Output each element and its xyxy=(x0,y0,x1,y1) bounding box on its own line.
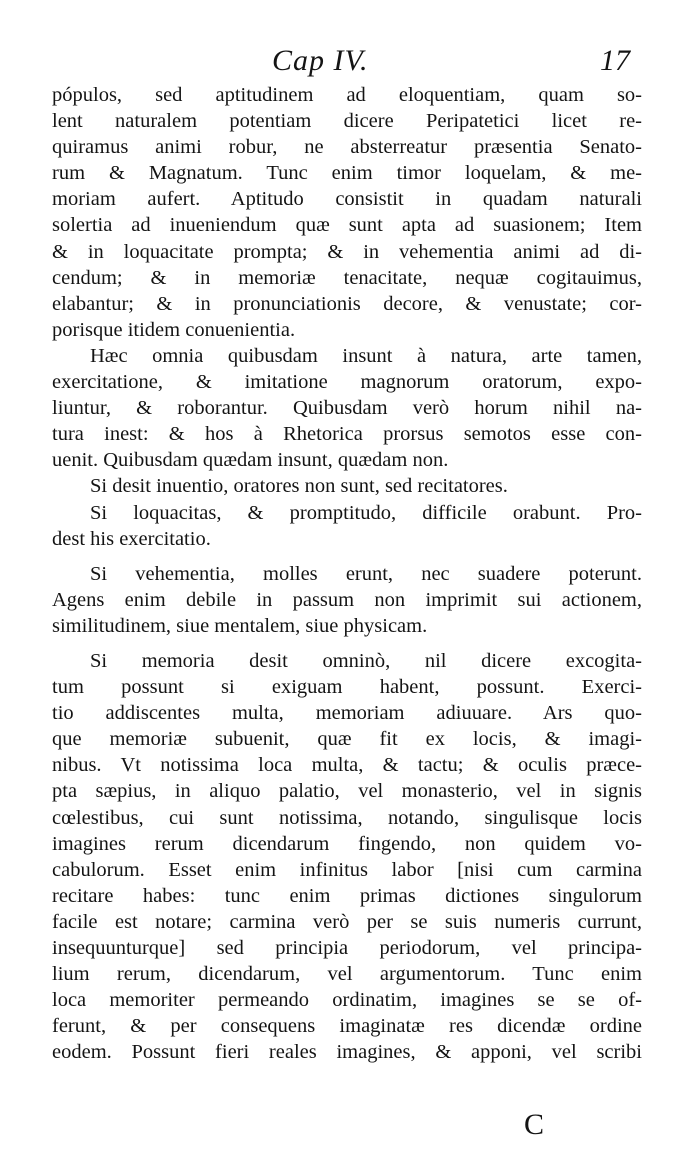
text-line: cœlestibus, cui sunt notissima, notando, singulisque locis xyxy=(52,806,642,829)
text-line: moriam aufert. Aptitudo consistit in quadam naturali xyxy=(52,188,642,211)
text-line: facile est notare; carmina verò per se suis numeris currunt, xyxy=(52,910,642,933)
text-line: ferunt, & per consequens imaginatæ res dicendæ ordine xyxy=(52,1015,642,1038)
text-line: tum possunt si exiguam habent, possunt. Exerci- xyxy=(52,676,642,699)
text-line: exercitatione, & imitatione magnorum oratorum, expo- xyxy=(52,371,642,394)
text-line: Agens enim debile in passum non imprimit sui actionem, xyxy=(52,588,642,611)
text-line: recitare habes: tunc enim primas dictiones singulorum xyxy=(52,884,642,907)
text-line: Hæc omnia quibusdam insunt à natura, arte tamen, xyxy=(90,344,642,367)
text-line: quiramus animi robur, ne absterreatur præsentia Senato- xyxy=(52,136,642,159)
signature-mark: C xyxy=(524,1108,545,1141)
text-line: pópulos, sed aptitudinem ad eloquentiam, quam so- xyxy=(52,84,642,106)
text-line: eodem. Possunt fieri reales imagines, & apponi, vel scribi xyxy=(52,1041,642,1064)
text-line: dest his exercitatio. xyxy=(52,527,211,550)
text-line: porisque itidem conuenientia. xyxy=(52,318,296,341)
text-line: similitudinem, siue mentalem, siue physicam. xyxy=(52,614,428,637)
text-line: Si memoria desit omninò, nil dicere excogita- xyxy=(90,649,642,672)
text-line: Si desit inuentio, oratores non sunt, sed recitatores. xyxy=(90,475,508,498)
text-line: cendum; & in memoriæ tenacitate, nequæ cogitauimus, xyxy=(52,266,642,289)
text-line: loca memoriter permeando ordinatim, imagines se se of- xyxy=(52,989,642,1012)
text-line: Si vehementia, molles erunt, nec suadere poterunt. xyxy=(90,562,642,585)
running-head: Cap IV. xyxy=(272,44,369,77)
text-line: elabantur; & in pronunciationis decore, & venustate; cor- xyxy=(52,292,642,315)
text-line: lium rerum, dicendarum, vel argumentorum. Tunc enim xyxy=(52,963,642,986)
text-line: cabulorum. Esset enim infinitus labor [nisi cum carmina xyxy=(52,858,642,881)
text-line: tura inest: & hos à Rhetorica prorsus semotos esse con- xyxy=(52,423,642,446)
text-line: uenit. Quibusdam quædam insunt, quædam non. xyxy=(52,449,449,472)
text-line: nibus. Vt notissima loca multa, & tactu; & oculis præce- xyxy=(52,754,642,777)
text-line: rum & Magnatum. Tunc enim timor loquelam, & me- xyxy=(52,162,642,185)
text-line: liuntur, & roborantur. Quibusdam verò horum nihil na- xyxy=(52,397,642,420)
text-line: & in loquacitate prompta; & in vehementia animi ad di- xyxy=(52,240,642,263)
body-text xyxy=(52,82,642,1065)
text-line: insequunturque] sed principia periodorum, vel principa- xyxy=(52,937,642,959)
text-line: lent naturalem potentiam dicere Peripatetici licet re- xyxy=(52,110,642,133)
text-line: solertia ad inueniendum quæ sunt apta ad suasionem; Item xyxy=(52,214,642,237)
text-line: imagines rerum dicendarum fingendo, non quidem vo- xyxy=(52,832,642,855)
text-line: que memoriæ subuenit, quæ fit ex locis, & imagi- xyxy=(52,728,642,751)
page-header xyxy=(0,44,685,86)
text-line: Si loquacitas, & promptitudo, difficile orabunt. Pro- xyxy=(90,501,642,524)
text-line: pta sæpius, in aliquo palatio, vel monasterio, vel in signis xyxy=(52,780,642,803)
page-number: 17 xyxy=(600,44,630,77)
text-line: tio addiscentes multa, memoriam adiuuare. Ars quo- xyxy=(52,702,642,725)
